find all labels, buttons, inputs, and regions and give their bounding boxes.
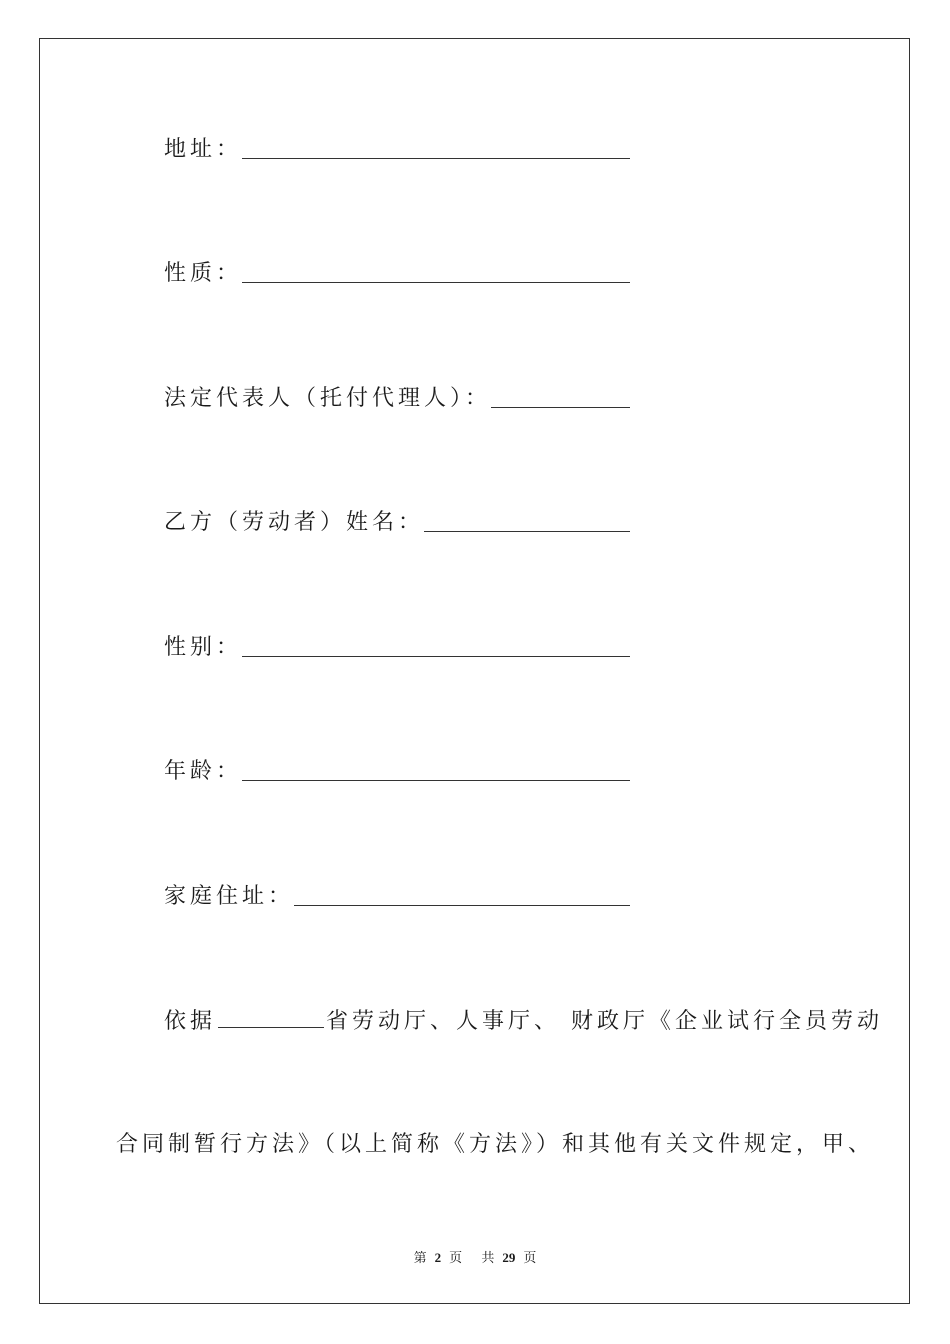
home-address-field <box>164 883 630 911</box>
page-number: 第 2 页 <box>413 1250 463 1265</box>
gender-label: 性别： <box>164 635 243 660</box>
age-blank-line[interactable] <box>242 760 630 781</box>
legal-representative-field <box>164 385 630 413</box>
legal-representative-label: 法定代表人（托付代理人）： <box>164 386 492 411</box>
age-label: 年龄： <box>164 759 243 784</box>
paragraph-line-1 <box>164 1007 883 1036</box>
paragraph-line-1-end: 省劳动厅、人事厅、 财政厅《企业试行全员劳动 <box>326 1009 884 1034</box>
worker-name-label: 乙方（劳动者）姓名： <box>164 510 425 535</box>
address-blank-line[interactable] <box>242 138 630 159</box>
paragraph-line-1-start: 依据 <box>164 1009 217 1034</box>
address-label: 地址： <box>164 137 243 162</box>
nature-blank-line[interactable] <box>242 262 630 283</box>
address-field <box>164 136 630 164</box>
age-field <box>164 758 630 786</box>
nature-field <box>164 260 630 288</box>
gender-field <box>164 634 630 662</box>
nature-label: 性质： <box>164 261 243 286</box>
province-blank-line[interactable] <box>218 1007 324 1028</box>
worker-name-blank-line[interactable] <box>424 511 630 532</box>
paragraph-line-2: 合同制暂行方法》（以上简称《方法》）和其他有关文件规定，甲、 <box>116 1132 875 1157</box>
home-address-blank-line[interactable] <box>294 885 630 906</box>
home-address-label: 家庭住址： <box>164 884 295 909</box>
legal-representative-blank-line[interactable] <box>491 387 630 408</box>
page-total: 共 29 页 <box>481 1250 537 1265</box>
page-frame <box>39 38 910 1304</box>
page-footer <box>0 1247 950 1266</box>
worker-name-field <box>164 509 630 537</box>
gender-blank-line[interactable] <box>242 636 630 657</box>
